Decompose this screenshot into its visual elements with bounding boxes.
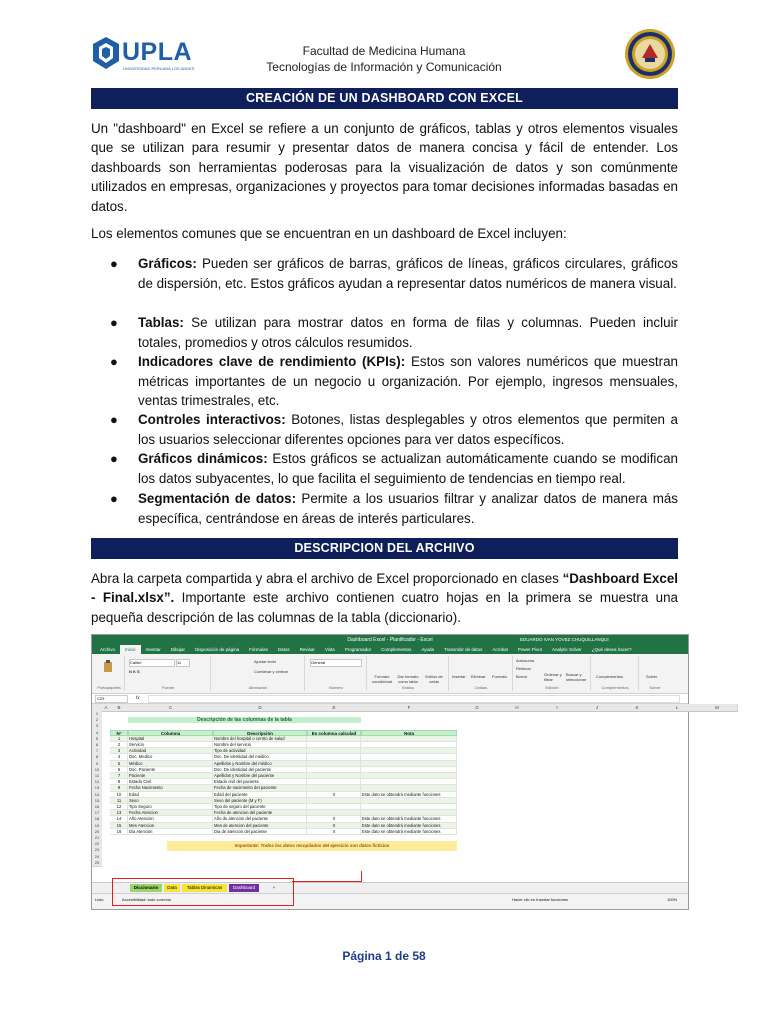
ribbon-tab[interactable]: Analytic Solver: [551, 647, 582, 652]
ribbon-tab[interactable]: Dibujar: [170, 647, 186, 652]
ribbon-tab[interactable]: Programador: [344, 647, 372, 652]
ribbon-group-editing: [514, 656, 591, 691]
row-header[interactable]: 3: [92, 723, 102, 730]
list-item: [110, 313, 678, 352]
bullet-icon: ●: [110, 451, 118, 466]
list-item-text: [138, 254, 678, 293]
ribbon-tab[interactable]: Datos: [277, 647, 290, 652]
ribbon-tab[interactable]: Disposición de página: [195, 647, 240, 652]
status-hint: Hacer clic en Insertar funciones: [512, 897, 569, 902]
ribbon-group-cells: [450, 656, 513, 691]
table-cell[interactable]: 11: [110, 798, 128, 804]
list-item: [110, 352, 678, 411]
column-header[interactable]: F: [361, 704, 458, 712]
paste-icon[interactable]: [103, 660, 113, 672]
section-title-file: DESCRIPCION DEL ARCHIVO: [91, 538, 678, 559]
font-size-select[interactable]: 11: [176, 659, 190, 667]
table-cell[interactable]: 16: [110, 829, 128, 835]
row-header[interactable]: 23: [92, 847, 102, 854]
section-title-dashboard: CREACIÓN DE UN DASHBOARD CON EXCEL: [91, 88, 678, 109]
table-cell[interactable]: Edad del paciente: [213, 792, 307, 798]
column-header[interactable]: E: [307, 704, 362, 712]
add-sheet-button[interactable]: +: [272, 885, 276, 890]
table-cell[interactable]: Fecha de atencion del paciente: [213, 810, 307, 816]
table-cell[interactable]: Edad: [128, 792, 213, 798]
table-cell[interactable]: Actividad: [128, 748, 213, 754]
bullet-icon: ●: [110, 491, 118, 506]
table-cell[interactable]: Doc. Paciente: [128, 767, 213, 773]
table-cell[interactable]: 15: [110, 823, 128, 829]
formula-bar: [92, 694, 688, 704]
row-header[interactable]: 20: [92, 829, 102, 836]
column-header[interactable]: D: [213, 704, 308, 712]
file-name: “Dashboard Excel - Final.xlsx”.: [91, 571, 678, 606]
ribbon-group-number: [306, 656, 367, 691]
table-cell[interactable]: 2: [110, 742, 128, 748]
ribbon-group-clipboard: [94, 656, 125, 691]
column-header[interactable]: L: [657, 704, 698, 712]
ribbon-tab[interactable]: Fórmulas: [249, 647, 268, 652]
column-header[interactable]: K: [617, 704, 658, 712]
group-label: Solver: [649, 685, 661, 690]
list-item-text: [138, 489, 678, 528]
ribbon-tab[interactable]: Inicio: [120, 645, 141, 654]
table-cell[interactable]: 10: [110, 792, 128, 798]
group-label: Edición: [545, 685, 559, 690]
highlight-box: [112, 878, 294, 906]
table-cell[interactable]: Fecha de nacimiento del paciente: [213, 785, 307, 791]
table-cell[interactable]: Servicio: [128, 742, 213, 748]
row-header[interactable]: 14: [92, 792, 102, 799]
solver-button[interactable]: Solver: [646, 674, 658, 679]
table-cell[interactable]: Hospital: [128, 736, 213, 742]
upla-shield-icon: [92, 36, 120, 70]
highlight-line-vertical: [361, 871, 362, 882]
table-cell[interactable]: Sexo: [128, 798, 213, 804]
bullet-icon: ●: [110, 354, 118, 369]
important-note: Importante: Todos los datos recopilados del ejercicio son datos ficticios: [167, 841, 457, 851]
table-cell[interactable]: Apellidos y Nombre del médico: [213, 761, 307, 767]
bullet-icon: ●: [110, 315, 118, 330]
sheet-tab[interactable]: Dashboard: [229, 884, 259, 892]
group-label: Portapapeles: [97, 685, 121, 690]
row-header[interactable]: 7: [92, 748, 102, 755]
ribbon-tab[interactable]: Power Pivot: [517, 647, 542, 652]
table-cell[interactable]: Tipo Seguro: [128, 804, 213, 810]
excel-screenshot: [91, 634, 719, 910]
table-header-cell[interactable]: N°: [110, 730, 128, 736]
list-item-text: [138, 352, 678, 411]
ribbon-group-styles: [368, 656, 449, 691]
column-header[interactable]: J: [577, 704, 618, 712]
table-cell[interactable]: Paciente: [128, 773, 213, 779]
ribbon-tab[interactable]: Archivo: [100, 647, 116, 652]
row-header[interactable]: 9: [92, 761, 102, 768]
table-cell[interactable]: 12: [110, 804, 128, 810]
table-cell[interactable]: Tipo de actividad: [213, 748, 307, 754]
row-header[interactable]: 24: [92, 854, 102, 861]
table-cell[interactable]: Doc. De identidad del médico: [213, 754, 307, 760]
table-title: Descripción de las columnas de la tabla: [128, 717, 361, 723]
ribbon-tab[interactable]: Vista: [324, 647, 335, 652]
row-header[interactable]: 8: [92, 754, 102, 761]
ribbon-tab[interactable]: Ayuda: [421, 647, 435, 652]
excel-user-name: EDUARDO IVAN YOVEZ CHUQUILLANQUI: [520, 637, 609, 642]
column-header[interactable]: A: [102, 704, 111, 712]
fill-button[interactable]: Rellenar: [516, 666, 531, 671]
row-header[interactable]: 22: [92, 841, 102, 848]
list-item-term: Indicadores clave de rendimiento (KPIs):: [138, 354, 406, 369]
format-as-table-button[interactable]: Dar formato como tabla: [397, 674, 419, 684]
table-cell[interactable]: Este dato se obtendrá mediante funciones: [361, 823, 457, 829]
merge-center-button[interactable]: Combinar y centrar: [254, 669, 289, 674]
logo-text: UPLA: [122, 38, 193, 66]
table-cell[interactable]: Dia Atencion: [128, 829, 213, 835]
row-header[interactable]: 17: [92, 810, 102, 817]
number-format-select[interactable]: General: [310, 659, 362, 667]
list-item-text: [138, 410, 678, 449]
list-item-term: Segmentación de datos:: [138, 491, 297, 506]
table-cell[interactable]: X: [307, 829, 361, 835]
table-cell[interactable]: 13: [110, 810, 128, 816]
ribbon-tab[interactable]: Transmitir de datos: [444, 647, 483, 652]
ribbon-tab[interactable]: Complementos: [381, 647, 412, 652]
table-cell[interactable]: Apellidos y Nombre del paciente: [213, 773, 307, 779]
group-label: Estilos: [402, 685, 414, 690]
row-header[interactable]: 25: [92, 860, 102, 867]
table-cell[interactable]: Estado civil del paciente: [213, 779, 307, 785]
ribbon-group-addins: [592, 656, 639, 691]
table-cell[interactable]: 6: [110, 767, 128, 773]
table-cell[interactable]: Tipo de seguro del paciente: [213, 804, 307, 810]
row-header[interactable]: 10: [92, 767, 102, 774]
row-header[interactable]: 11: [92, 773, 102, 780]
list-item-description: Estos son valores numéricos que muestran métricas importantes de un negocio u organización. Por ejemplo, ingresos mensuales, ventas trimestrales, etc.: [138, 354, 678, 409]
status-ready: Listo: [95, 897, 104, 902]
list-item-description: Botones, listas desplegables y otros elementos que permiten a los usuarios seleccionar diferentes opciones para ver datos específicos.: [138, 412, 678, 447]
insert-cells-button[interactable]: Insertar: [452, 674, 466, 679]
faculty-name: Facultad de Medicina Humana: [302, 44, 466, 58]
row-header[interactable]: 12: [92, 779, 102, 786]
row-header[interactable]: 6: [92, 742, 102, 749]
row-header[interactable]: 18: [92, 816, 102, 823]
status-accessibility: Accesibilidad: todo correcto: [122, 897, 171, 902]
list-item: [110, 254, 678, 293]
excel-title-bar: [92, 635, 688, 645]
bullet-icon: ●: [110, 412, 118, 427]
table-cell[interactable]: 7: [110, 773, 128, 779]
list-item-term: Gráficos:: [138, 256, 197, 271]
group-label: Celdas: [474, 685, 488, 690]
excel-ribbon: [92, 654, 688, 694]
ribbon-group-solver: [640, 656, 670, 691]
ribbon-tab[interactable]: Acrobat: [492, 647, 508, 652]
list-item-description: Permite a los usuarios filtrar y analizar datos de manera más específica, centrándose en áreas de interés particulares.: [138, 491, 679, 526]
row-header[interactable]: 15: [92, 798, 102, 805]
fx-icon: fx: [136, 695, 140, 700]
table-cell[interactable]: Mes Atencion: [128, 823, 213, 829]
excel-window-title: Dashboard Excel - Planificador - Excel: [347, 637, 433, 643]
row-header[interactable]: 4: [92, 730, 102, 737]
column-header[interactable]: B: [110, 704, 129, 712]
list-item: [110, 489, 678, 528]
file-paragraph: [91, 569, 678, 627]
group-label: Fuente: [161, 685, 175, 690]
table-cell[interactable]: Mes de atencion del paciente: [213, 823, 307, 829]
table-header-cell[interactable]: Descripción: [213, 730, 307, 736]
sheet-tab[interactable]: Data: [164, 884, 180, 892]
row-header[interactable]: 16: [92, 804, 102, 811]
row-header[interactable]: 2: [92, 717, 102, 724]
list-item-description: Pueden ser gráficos de barras, gráficos de líneas, gráficos circulares, gráficos de dispersión, etc. Estos gráficos ayudan a representar datos numéricos de manera visual.: [138, 256, 678, 291]
table-cell[interactable]: Este dato se obtendrá mediante funciones: [361, 792, 457, 798]
highlight-line: [292, 881, 362, 882]
table-cell[interactable]: Nombre del hospital o centro de salud: [213, 736, 307, 742]
row-header[interactable]: 1: [92, 711, 102, 718]
zoom-level[interactable]: 100%: [667, 897, 678, 902]
row-header[interactable]: 13: [92, 785, 102, 792]
elements-intro: Los elementos comunes que se encuentran en un dashboard de Excel incluyen:: [91, 226, 567, 241]
conditional-format-button[interactable]: Formato condicional: [371, 674, 392, 684]
autosum-button[interactable]: Autosuma: [516, 658, 535, 663]
row-header[interactable]: 21: [92, 835, 102, 842]
logo-subtext: UNIVERSIDAD PERUANA LOS ANDES: [123, 66, 195, 71]
table-cell[interactable]: X: [307, 816, 361, 822]
name-box[interactable]: C29: [95, 695, 128, 703]
university-seal-icon: [624, 28, 676, 80]
bold-button[interactable]: N K S: [129, 669, 140, 674]
table-cell[interactable]: Este dato se obtendrá mediante funciones: [361, 816, 457, 822]
group-label: Complementos: [601, 685, 629, 690]
intro-paragraph: Un "dashboard" en Excel se refiere a un conjunto de gráficos, tablas y otros elementos visuales que se utilizan para resumir y presentar datos de manera concisa y fácil de entender. Los dashboards son herramientas poderosas para la visualización de datos y son comúnmente utilizados en empresas, organizaciones y proyectos para tomar decisiones informadas basadas en datos.: [91, 121, 678, 214]
group-label: Número: [328, 685, 344, 690]
table-cell[interactable]: Médico: [128, 761, 213, 767]
list-item-term: Gráficos dinámicos:: [138, 451, 268, 466]
cell-styles-button[interactable]: Estilos de celda: [425, 674, 443, 684]
row-header[interactable]: 19: [92, 823, 102, 830]
table-cell[interactable]: 4: [110, 754, 128, 760]
format-cells-button[interactable]: Formato: [492, 674, 507, 679]
sheet-tab[interactable]: Diccionario: [130, 884, 162, 892]
table-cell[interactable]: Sexo del paciente (M y F): [213, 798, 307, 804]
list-item-term: Tablas:: [138, 315, 184, 330]
table-cell[interactable]: Fecha Atencion: [128, 810, 213, 816]
column-header[interactable]: C: [128, 704, 214, 712]
font-name-select[interactable]: Calibri: [129, 659, 175, 667]
list-item: [110, 410, 678, 449]
list-item-text: [138, 313, 678, 352]
sheet-tab[interactable]: Tablas Dinamicas: [182, 884, 227, 892]
row-header[interactable]: 5: [92, 736, 102, 743]
list-item-description: Se utilizan para mostrar datos en forma de filas y columnas. Pueden incluir totales, promedios y otros cálculos resumidos.: [138, 315, 678, 350]
table-cell[interactable]: Dia de atencion del paciente: [213, 829, 307, 835]
bullet-icon: ●: [110, 256, 118, 271]
table-cell[interactable]: Este dato se obtendrá mediante funciones: [361, 829, 457, 835]
column-header[interactable]: H: [497, 704, 538, 712]
file-text-post: Importante este archivo contienen cuatro hojas en la primera se muestra una pequeña descripción de las columnas de la tabla (diccionario).: [91, 590, 679, 625]
table-cell[interactable]: Fecha Nacimiento: [128, 785, 213, 791]
table-cell[interactable]: Estado Civil: [128, 779, 213, 785]
table-cell[interactable]: 8: [110, 779, 128, 785]
list-item-description: Estos gráficos se actualizan automáticamente cuando se modifican los datos subyacentes, lo que facilita el seguimiento de tendencias en tiempo real.: [138, 451, 678, 486]
ribbon-group-alignment: [212, 656, 305, 691]
spreadsheet-grid[interactable]: [92, 704, 719, 882]
find-select-button[interactable]: Buscar y seleccionar: [566, 672, 587, 682]
table-cell[interactable]: X: [307, 792, 361, 798]
upla-logo: [92, 36, 195, 76]
list-item: [110, 449, 678, 488]
course-name: Tecnologías de Información y Comunicación: [266, 60, 502, 74]
file-text-pre: Abra la carpeta compartida y abra el archivo de Excel proporcionado en clases: [91, 571, 563, 586]
clear-button[interactable]: Borrar: [516, 674, 528, 679]
list-item-term: Controles interactivos:: [138, 412, 286, 427]
table-header-cell[interactable]: Nota: [361, 730, 457, 736]
table-cell[interactable]: Nombre del servicio: [213, 742, 307, 748]
column-header[interactable]: M: [697, 704, 738, 712]
table-cell[interactable]: Año de atencion del paciente: [213, 816, 307, 822]
excel-ribbon-tabs: [92, 645, 688, 654]
page-number: Página 1 de 58: [342, 949, 426, 963]
list-item-text: [138, 449, 678, 488]
table-cell[interactable]: 1: [110, 736, 128, 742]
table-cell[interactable]: Doc. De identidad del paciente: [213, 767, 307, 773]
ribbon-tab[interactable]: Insertar: [145, 647, 161, 652]
column-header[interactable]: G: [457, 704, 498, 712]
ribbon-tab[interactable]: Revisar: [299, 647, 315, 652]
group-label: Alineación: [248, 685, 268, 690]
table-cell[interactable]: Año Atencion: [128, 816, 213, 822]
ribbon-tab[interactable]: ¿Qué desea hacer?: [591, 647, 632, 652]
header-text: [200, 43, 568, 75]
delete-cells-button[interactable]: Eliminar: [471, 674, 486, 679]
table-header-cell[interactable]: Columna: [128, 730, 213, 736]
table-cell[interactable]: 5: [110, 761, 128, 767]
table-header-cell[interactable]: Es columna calculad: [307, 730, 361, 736]
wrap-text-button[interactable]: Ajustar texto: [254, 659, 277, 664]
column-header[interactable]: I: [537, 704, 578, 712]
addins-button[interactable]: Complementos: [596, 674, 623, 679]
table-cell[interactable]: 9: [110, 785, 128, 791]
table-cell[interactable]: 14: [110, 816, 128, 822]
formula-input[interactable]: [148, 695, 680, 703]
table-cell[interactable]: 3: [110, 748, 128, 754]
table-cell[interactable]: X: [307, 823, 361, 829]
table-cell[interactable]: Doc. Medico: [128, 754, 213, 760]
ribbon-group-font: [126, 656, 211, 691]
sort-filter-button[interactable]: Ordenar y filtrar: [544, 672, 562, 682]
